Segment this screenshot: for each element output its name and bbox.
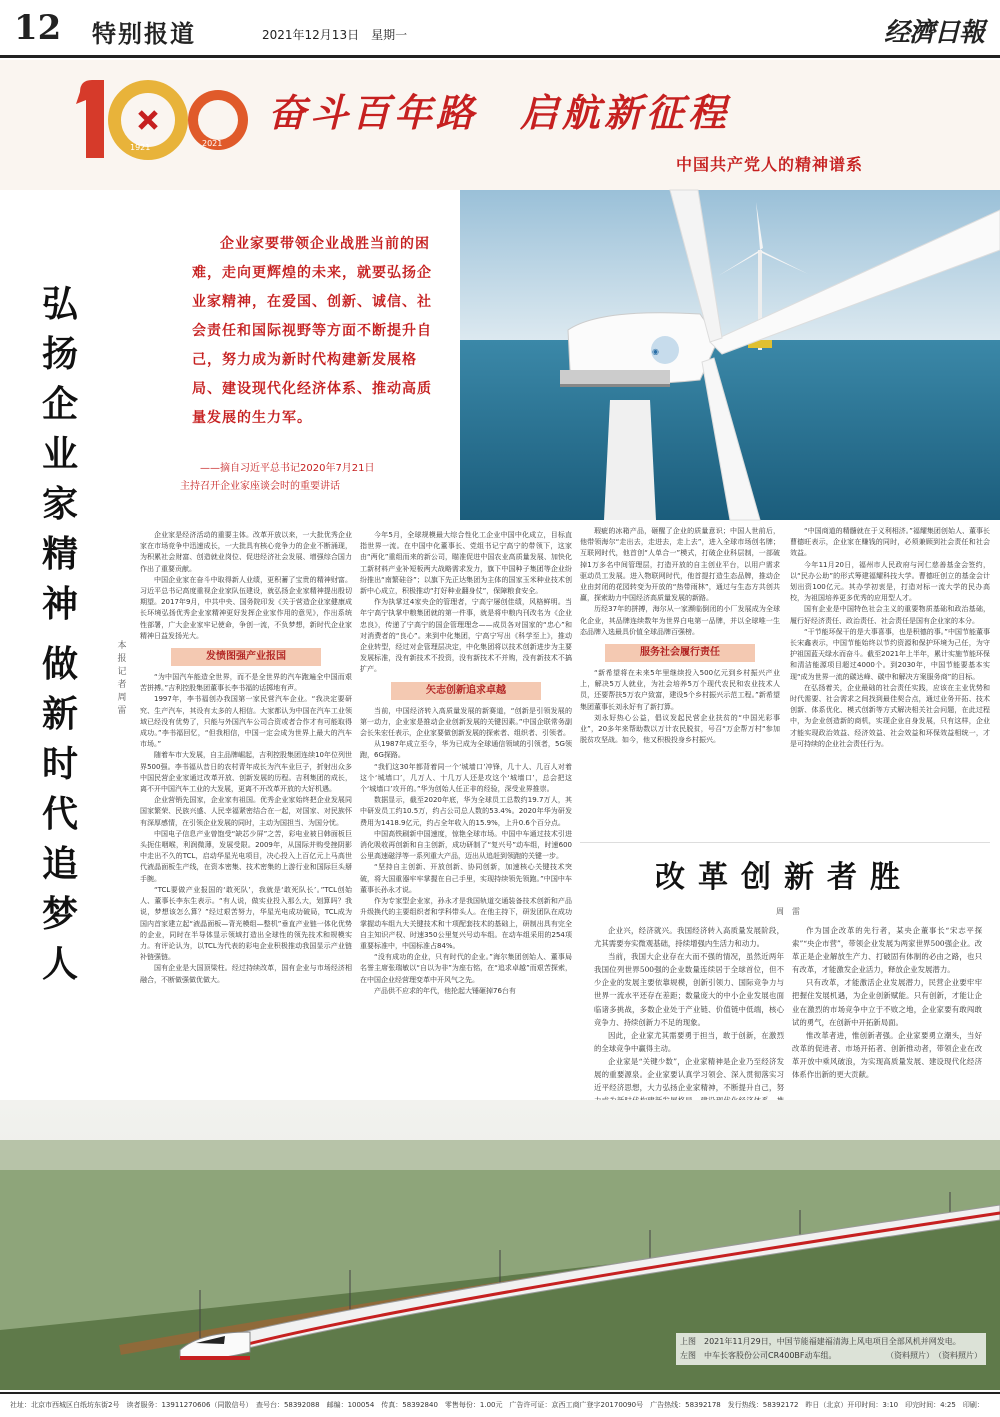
paragraph: 因此，企业家尤其需要勇于担当，敢于创新，在激烈的全球竞争中赢得主动。: [594, 1030, 784, 1053]
badge-year-right: 2021: [202, 139, 223, 148]
subhead-innovation: 矢志创新追求卓越: [391, 682, 541, 700]
subhead-responsibility: 服务社会履行责任: [605, 644, 755, 662]
caption-bottom-text: 左图 中车长客股份公司CR400BF动车组。: [680, 1351, 837, 1360]
paragraph: “没有成功的企业，只有时代的企业。”海尔集团创始人、董事局名誉主席张瑞敏以“自以为非”为座右铭，在“追求卓越”而艰苦探索，在中国企业经营理变革中开风气之先。: [360, 953, 572, 984]
paragraph: 随着车市大发展，自主品牌崛起，吉利控股集团连续10年位列世界500强。李书福从昔日的农村青年成长为汽车业巨子，折射出众多中国民营企业家通过改革开放、创新发展的历程。吉利集团的成长，离不开中国汽车工业的大发展，更离不开改革开放的大好机遇。: [140, 751, 352, 794]
badge-year-left: 1921: [130, 143, 151, 152]
caption-top-credit: （资料照片）: [934, 1351, 982, 1360]
subhead-patriotism: 发愤图强产业报国: [171, 648, 321, 666]
article-column-4: [790, 526, 990, 836]
paragraph: “我们这30年都背着同一个‘城墙口’冲锋，几十人、几百人对着这个‘城墙口’，几万人、十几万人还是攻这个‘城墙口’，总会把这个‘城墙口’攻开的。”华为创始人任正非的经验，深受业界推崇。: [360, 762, 572, 794]
paragraph: 中国企业家在奋斗中取得新人业绩，更积蓄了宝贵的精神财富。习近平总书记高度重视企业家队伍建设，就弘扬企业家精神提出殷切期望。2017年9月，中共中央、国务院印发《关于营造企业家健康成长环境弘扬优秀企业家精神更好发挥企业家作用的意见》，作出系统性部署，广大企业家牢记使命，争创一流，不负梦想，新时代企业家精神日益发扬光大。: [140, 575, 352, 640]
paragraph: 国有企业是大国顶梁柱。经过持续改革，国有企业与市场经济相融合，不断做强做优做大。: [140, 964, 352, 984]
byline: 本报记者 周 雷: [117, 641, 136, 716]
article-column-1: [140, 530, 352, 1090]
paragraph: 惟改革者进，惟创新者强。企业家要勇立潮头，当好改革的促进者、市场开拓者、创新推动者，带领企业在改革开放中乘风破浪，为实现高质量发展、建设现代化经济体系作出新的更大贡献。: [792, 1030, 982, 1080]
paragraph: 在弘扬着关，企业最础的社会责任实践，应该在主业优势和时代需要、社会需求之间找到最佳契合点，通过业务开拓、技术创新、体系优化、模式创新等方式解决相关社会问题，在此过程中，为企业创造新的商机，实现企业自身发展，只有这样，企业才能实现政治效益、经济效益、社会效益和环保效益相统一，才是可持续的企业社会责任行为。: [790, 683, 990, 748]
page-number: 12: [14, 8, 62, 48]
quote-source-line1: ——摘自习近平总书记2020年7月21日: [200, 463, 375, 474]
paragraph: 作为国企改革的先行者，某央企董事长“宋志平探索”“央企市营”，带领企业发展为两家世界500强企业。改革正是企业解放生产力、打破固有体制的必由之路，也只有改革，才能激发企业活力，释放企业发展潜力。: [792, 926, 982, 975]
centenary-badge: [70, 70, 250, 170]
paragraph: 企业家是“关键少数”，企业家精神是企业乃至经济发展的重要源泉。企业家要认真学习领会、深入贯彻落实习近平经济思想，大力弘扬企业家精神，不断提升自己，努: [594, 1056, 784, 1093]
paragraph: 今年11月20日，福州市人民政府与河仁慈善基金会签约，以“民办公助”的形式筹建福耀科技大学。曹德旺创立的基金会计划出资100亿元。其办学初衷是，打造对标一流大学的民办高校，为祖国培养更多优秀的应用型人才。: [790, 560, 990, 603]
quote-source-line2: 主持召开企业家座谈会时的重要讲话: [180, 481, 340, 492]
paragraph: 数据显示，截至2020年底，华为全球员工总数约19.7万人，其中研发员工约10.5万，约占公司总人数的53.4%。2020年华为研发费用为1418.9亿元，约占全年收入的15.9%，上升0.6个百分点。: [360, 796, 572, 827]
caption-bottom-credit: （资料照片）: [886, 1351, 934, 1360]
paragraph: 中国电子信息产业曾饱受“缺芯少屏”之苦，彩电业被日韩面板巨头扼住咽喉，利润微薄，发展受限。2009年，从国际并购受挫阴影中走出不久的TCL，启动华星光电项目，决心投入上百亿元上马高世代液晶面板生产线，在资本密集、技术密集的上游行业和国际巨头掰手腕。: [140, 829, 352, 883]
paragraph: “坚持自主创新、开放创新、协同创新，加速核心关键技术突破，将大国重器牢牢掌握在自己手里，实现持续领先领跑。”中国中车董事长孙永才说。: [360, 863, 572, 894]
divider: [580, 842, 990, 843]
photo-captions: [676, 1333, 986, 1365]
section-name: 特别报道: [92, 19, 196, 48]
quote-text: 企业家要带领企业战胜当前的困难，走向更辉煌的未来，就要弘扬企业家精神，在爱国、创新、诚信、社会责任和国际视野等方面不断提升自己，努力成为新时代构建新发展格局、建设现代化经济体系、推动高质量发展的生力军。: [192, 236, 432, 426]
headline-line1: 弘扬企业家精神: [41, 284, 78, 625]
page-header: [0, 0, 1000, 58]
paragraph: 国有企业是中国特色社会主义的重要物质基础和政治基础，履行好经济责任、政治责任、社会责任是国有企业家的本分。: [790, 605, 990, 625]
article-column-2: [360, 530, 572, 1090]
badge-number: 100: [136, 168, 138, 169]
page-footer: 社址：北京市西城区白纸坊东街2号 读者服务：13911270606（同散信号） 查号台：58392088 邮编：100054 传真：58392840 零售每份：1.00元 广告许可证：京西工商广登字20170090号 广告热线：58392178 发行热线：58392172 昨日（北京）开印时间：3:10 印完时间：4:25 印刷：: [0, 1392, 1000, 1417]
paragraph: 企业家是经济活动的重要主体。改革开放以来，一大批优秀企业家在市场竞争中迅速成长，一大批具有核心竞争力的企业不断涌现，为积累社会财富、创造就业岗位、促进经济社会发展、增强综合国力作出了重要贡献。: [140, 531, 352, 573]
paragraph: 从1987年成立至今，华为已成为全球通信领域的引领者，5G领跑，6G探路。: [360, 740, 572, 760]
quote-source: [140, 460, 440, 496]
banner-subtitle: 中国共产党人的精神谱系: [676, 155, 864, 174]
paragraph: “TCL要做产业报国的‘敢死队’，我就是‘敢死队长’。”TCL创始人、董事长李东生表示。“有人说，做实业投入那么大，划算吗？我说，梦想该怎么算？”经过艰苦努力，华星光电成功破局，TCL成为国内首家建立起“液晶面板—背光模组—整机”垂直产业链一体化优势的企业，同时在半导体显示领域打造出全球性的领先技术和规模实力。有评论认为，以TCL为代表的彩电企业积极推动我国显示产业链补链强链。: [140, 885, 352, 962]
paragraph: 企业兴，经济就兴。我国经济转入高质量发展阶段，尤其需要夯实微观基础，持续增强内生活力和动力。: [594, 926, 784, 949]
paragraph: 今年5月，全球规模最大综合性化工企业中国中化成立，目标直指世界一流。在中国中化董事长、党组书记宁高宁的带领下，这家由“两化”重组而来的新公司，瞄准促进中国农业高质量发展、加快化工新材料产业补短板两大战略需求发力，旗下中国种子集团等企业纷纷推出“南繁硅谷”；以旗下先正达集团为主体的国家玉米种业技术创新中心成立，积极推动“打好种业翻身仗”，保障粮食安全。: [360, 531, 572, 596]
paragraph: 瑕疵的冰箱产品，砸醒了企业的质量意识；中国人世前后，他带领海尔“走出去，走进去，走上去”，进入全球市场创名牌；互联网时代，他首创“人单合一”模式，打破企业科层制，一部破掉1万多名中间管理层，打造开放的自主创业平台，以用户需求驱动员工发展。进入物联网时代，他首提打造生态品牌，推动企业由封闭的花园转变为开放的“热带雨林”，通过与生态方共创共赢，探索助力中国经济高质量发展的新路。: [580, 527, 780, 603]
paragraph: 只有改革，才能激活企业发展潜力，民营企业要牢牢把握住发展机遇，为企业创新赋能。只有创新，才能让企业在激烈的市场竞争中立于不败之地，企业家要有敢闯敢试的勇气，在创新中开拓新局面。: [792, 978, 982, 1027]
paragraph: 当前，我国大企业存在大而不强的情况，虽然近两年我国位列世界500强的企业数量连续居于全球首位，但不少企业的发展主要依靠规模，创新引领力、国际竞争力与世界一流水平还存在差距；数量庞大的中小企业发展也面临诸多挑战，多数企业处于产业链、价值链中低端，核心竞争力、持续创新力不足的现象。: [594, 952, 784, 1027]
paragraph: “新希望将在未来5年里继续投入500亿元到乡村振兴产业上，解决5万人就业，为社会培养5万个现代农民和农业技术人员，还要帮扶5万农户致富，建设5个乡村振兴示范工程。”新希望集团董事长刘永好有了新打算。: [580, 669, 780, 711]
headline-line2: 做新时代追梦人: [41, 644, 78, 985]
issue-date: 2021年12月13日 星期一: [262, 28, 408, 42]
wind-turbine-photo: [460, 190, 1000, 520]
paragraph: 历经37年的拼搏，海尔从一家濒临倒闭的小厂发展成为全球化企业，其品牌连续数年为世界白电第一品牌，并以全球唯一生态品牌入选最具价值全球品牌百强榜。: [580, 605, 780, 636]
commentary-column-1: [594, 924, 784, 1096]
paragraph: 中国高铁刷新中国速度，惊艳全球市场。中国中车通过技术引进消化吸收再创新和自主创新，成功研制了“复兴号”动车组，时速600公里高速磁浮等一系列重大产品，迈出从追赶到领跑的关键一步。: [360, 829, 572, 861]
article-column-3: [580, 526, 780, 836]
paragraph: 作为执掌过4家央企的管理者，宁高宁屡创佳绩，风格鲜明。当年宁高宁执掌中粮集团就的第一件事，就是将中粮内刊改名为《企业忠良》，传递了宁高宁的国企管理理念——成员各对国家的“忠心”和对消费者的“良心”。来到中化集团，宁高宁写出《科学至上》，推动企业转型，经过对企管理层决定，中化集团将以技术创新进步为主要发展标准，没有新技术不投资，没有新技术不并购，没有新技术不搞扩产。: [360, 598, 572, 674]
svg-text:◉: ◉: [652, 347, 659, 356]
paragraph: “为中国汽车能造全世界，而不是全世界的汽车跑遍全中国而艰苦拼搏。”吉利控股集团董事长李书福的话掷地有声。: [140, 673, 352, 693]
commentary-byline: 周 雷: [776, 907, 800, 916]
commentary-title: 改革创新者胜: [655, 860, 913, 895]
banner-title: 奋斗百年路 启航新征程: [268, 91, 731, 135]
paragraph: 当前，中国经济转入高质量发展的新赛道，“创新是引领发展的第一动力，企业家是推动企业创新发展的关键因素。”中国企联常务副会长朱宏任表示，企业家要做创新发展的探索者、组织者、引领者。: [360, 706, 572, 738]
paragraph: “干节能环保干的是大事喜事，也是积德的事。”中国节能董事长宋鑫表示，中国节能始终以节约资源和保护环境为己任，为守护祖国蓝天绿水而奋斗。截至2021年上半年，累计实施节能环保和清洁能源项目超过4000个。到2030年，中国节能要基本实现“成为世界一流的碳达峰、碳中和解决方案服务商”的目标。: [790, 627, 990, 681]
paragraph: 1997年，李书福创办我国第一家民营汽车企业。“我决定要研究、生产汽车，其设有太多的人相信。大家都认为中国在汽车工业领域已经没有优势了，只能与外国汽车公司合资或者合作才有可能取得成功。”李书福回忆，“但我相信，中国一定会成为世界上最大的汽车市场。”: [140, 695, 352, 749]
paragraph: 刘永好热心公益，倡议发起民营企业扶贫的“中国光彩事业”，20多年来帮助数以万计农民脱贫，号召“万企帮万村”参加脱贫攻坚战。如今，他又积极投身乡村振兴。: [580, 713, 780, 745]
caption-top-text: 上图 2021年11月29日，中国节能福建福清海上风电项目全部风机并网发电。: [680, 1337, 961, 1346]
newspaper-logo: 经濟日報: [883, 18, 984, 48]
paragraph: “中国商道的精髓就在于义利相济。”福耀集团创始人、董事长曹德旺表示，企业家在赚钱的同时，必须兼顾到社会责任和社会效益。: [790, 527, 990, 558]
paragraph: 产品供不应求的年代，他抡起大锤砸掉76台有: [374, 986, 516, 995]
paragraph: 作为专家型企业家，孙永才是我国轨道交通装备技术创新和产品升级换代的主要组织者和学科带头人。在他主持下，研发团队在成功掌握动车组九大关键技术和十项配套技术的基础上，研制出具有完全自主知识产权、时速350公里复兴号动车组。在动车组采用的254项重要标准中，中国标准占84%。: [360, 897, 572, 950]
paragraph: 企业营销先国家，企业家有祖国。优秀企业家始终把企业发展同国家繁荣、民族兴盛、人民幸福紧密结合在一起，对国家、对民族怀有深厚感情，在引领企业发展的同时，主动为国担当、为国分忧。: [140, 796, 352, 827]
commentary-column-2: [792, 924, 982, 1096]
